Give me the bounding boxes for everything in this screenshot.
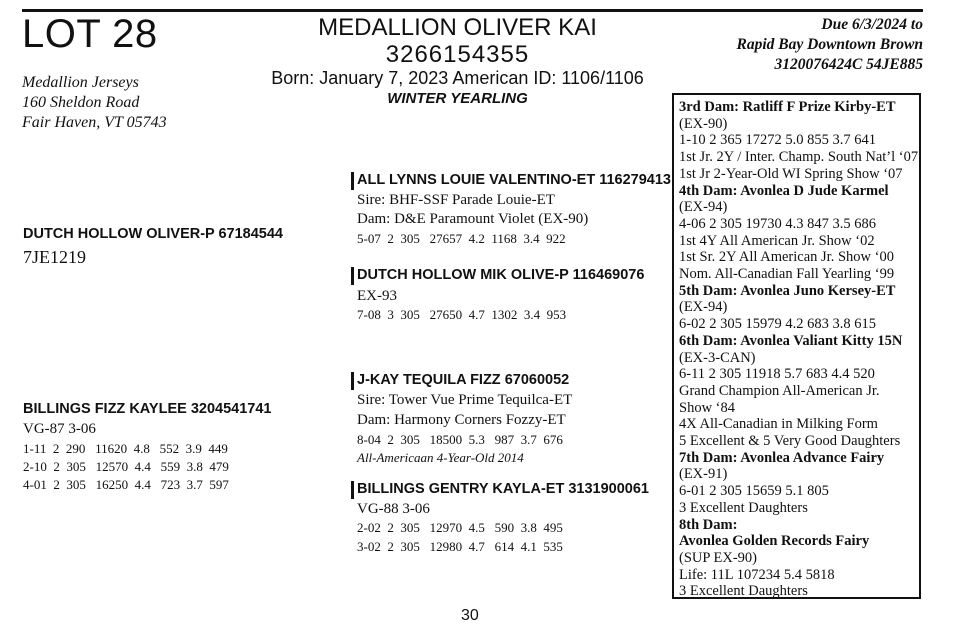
- ancestor-detail: 6-11 2 305 11918 5.7 683 4.4 520: [679, 366, 875, 383]
- dam-dam-record-2: 3-02 2 305 12980 4.7 614 4.1 535: [357, 539, 563, 554]
- sire-sire-sire: Sire: BHF-SSF Parade Louie-ET: [357, 192, 555, 208]
- ancestry-box: [672, 93, 921, 599]
- dam-record-1: 1-11 2 290 11620 4.8 552 3.9 449: [23, 441, 228, 456]
- owner-city: Fair Haven, VT 05743: [22, 114, 167, 131]
- dam-record-3: 4-01 2 305 16250 4.4 723 3.7 597: [23, 477, 229, 492]
- ancestor-detail: 3 Excellent Daughters: [679, 499, 808, 516]
- ancestor-heading: 8th Dam:: [679, 516, 738, 533]
- ancestor-heading: 4th Dam: Avonlea D Jude Karmel: [679, 182, 889, 199]
- ancestor-heading: Avonlea Golden Records Fairy: [679, 533, 870, 550]
- registration-number: 3266154355: [385, 41, 530, 68]
- ancestor-detail: (SUP EX-90): [679, 549, 758, 566]
- ancestor-detail: 1st Jr 2-Year-Old WI Spring Show ‘07: [679, 165, 903, 182]
- ancestor-detail: Grand Champion All-American Jr.: [679, 382, 880, 399]
- ancestor-detail: 4X All-Canadian in Milking Form: [679, 416, 878, 433]
- sire-sire-dam: Dam: D&E Paramount Violet (EX-90): [357, 211, 589, 227]
- dam-sire-name: J-KAY TEQUILA FIZZ 67060052: [357, 372, 570, 388]
- ancestor-detail: (EX-94): [679, 199, 728, 216]
- ancestry-lines: [679, 99, 918, 600]
- ancestor-detail: (EX-3-CAN): [679, 349, 756, 366]
- ancestor-detail: 1st Sr. 2Y All American Jr. Show ‘00: [679, 249, 894, 266]
- due-line-3: 3120076424C 54JE885: [774, 56, 923, 73]
- due-line-1: Due 6/3/2024 to: [821, 16, 923, 33]
- dam-sire-record: 8-04 2 305 18500 5.3 987 3.7 676: [357, 432, 563, 447]
- page-number: 30: [461, 607, 479, 624]
- dam-sire-note: All-Americaan 4-Year-Old 2014: [357, 450, 524, 465]
- pedigree-bracket: [351, 372, 354, 390]
- ancestor-detail: Nom. All-Canadian Fall Yearling ‘99: [679, 266, 895, 283]
- dam-name: BILLINGS FIZZ KAYLEE 3204541741: [23, 401, 272, 417]
- ancestor-heading: 6th Dam: Avonlea Valiant Kitty 15N: [679, 332, 903, 349]
- sire-dam-name: DUTCH HOLLOW MIK OLIVE-P 116469076: [357, 267, 645, 283]
- ancestor-detail: 4-06 2 305 19730 4.3 847 3.5 686: [679, 215, 876, 232]
- due-line-2: Rapid Bay Downtown Brown: [736, 36, 923, 53]
- ancestor-detail: Show ‘84: [679, 399, 735, 416]
- sire-sire-name: ALL LYNNS LOUIE VALENTINO-ET 116279413: [357, 172, 671, 188]
- ancestor-detail: (EX-94): [679, 299, 728, 316]
- ancestor-heading: 7th Dam: Avonlea Advance Fairy: [679, 449, 885, 466]
- ancestor-detail: 1st Jr. 2Y / Inter. Champ. South Nat’l ‘07: [679, 149, 919, 166]
- ancestor-detail: 5 Excellent & 5 Very Good Daughters: [679, 433, 901, 450]
- ancestor-detail: 1-10 2 365 17272 5.0 855 3.7 641: [679, 132, 876, 149]
- ancestor-detail: 1st 4Y All American Jr. Show ‘02: [679, 232, 875, 249]
- owner-street: 160 Sheldon Road: [22, 94, 140, 111]
- dam-dam-record-1: 2-02 2 305 12970 4.5 590 3.8 495: [357, 520, 563, 535]
- pedigree-bracket: [351, 481, 354, 499]
- ancestor-heading: 3rd Dam: Ratliff F Prize Kirby-ET: [679, 99, 896, 115]
- animal-name: MEDALLION OLIVER KAI: [318, 14, 597, 41]
- sire-dam-classification: EX-93: [357, 288, 397, 304]
- lot-number: LOT 28: [22, 12, 158, 56]
- sire-code: 7JE1219: [23, 247, 86, 267]
- sire-sire-record: 5-07 2 305 27657 4.2 1168 3.4 922: [357, 231, 566, 246]
- ancestor-detail: 3 Excellent Daughters: [679, 583, 808, 600]
- dam-classification: VG-87 3-06: [23, 421, 96, 437]
- ancestor-detail: (EX-90): [679, 115, 728, 132]
- born-line: Born: January 7, 2023 American ID: 1106/1106: [271, 68, 644, 88]
- owner-name: Medallion Jerseys: [22, 74, 139, 91]
- ancestor-detail: Life: 11L 107234 5.4 5818: [679, 566, 835, 583]
- pedigree-bracket: [351, 172, 354, 190]
- dam-sire-dam: Dam: Harmony Corners Fozzy-ET: [357, 412, 566, 428]
- sire-dam-record: 7-08 3 305 27650 4.7 1302 3.4 953: [357, 307, 567, 322]
- dam-record-2: 2-10 2 305 12570 4.4 559 3.8 479: [23, 459, 229, 474]
- dam-dam-classification: VG-88 3-06: [357, 501, 430, 517]
- class-line: WINTER YEARLING: [387, 90, 528, 107]
- pedigree-bracket: [351, 267, 354, 285]
- sire-name: DUTCH HOLLOW OLIVER-P 67184544: [23, 226, 283, 242]
- ancestor-detail: 6-02 2 305 15979 4.2 683 3.8 615: [679, 316, 876, 333]
- ancestor-detail: (EX-91): [679, 466, 728, 483]
- ancestor-detail: 6-01 2 305 15659 5.1 805: [679, 483, 829, 500]
- dam-dam-name: BILLINGS GENTRY KAYLA-ET 3131900061: [357, 481, 649, 497]
- dam-sire-sire: Sire: Tower Vue Prime Tequilca-ET: [357, 392, 573, 408]
- ancestor-heading: 5th Dam: Avonlea Juno Kersey-ET: [679, 282, 896, 299]
